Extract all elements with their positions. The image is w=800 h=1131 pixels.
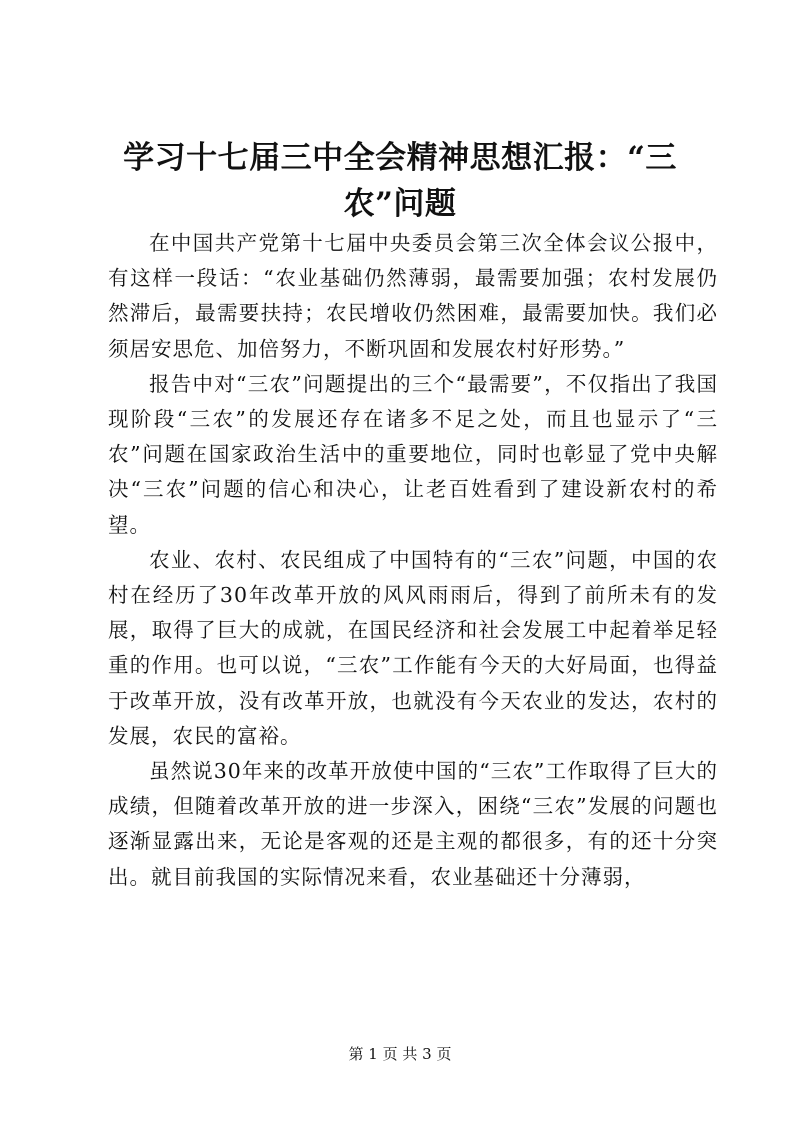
page-footer: 第 1 页 共 3 页 xyxy=(348,1045,452,1063)
paragraph-4: 虽然说30年来的改革开放使中国的“三农”工作取得了巨大的成绩，但随着改革开放的进一步深入，困绕“三农”发展的问题也逐渐显露出来，无论是客观的还是主观的都很多，有的还十分突出。就目前我国的实际情况来看，农业基础还十分薄弱， xyxy=(108,759,718,889)
document-title: 学习十七届三中全会精神思想汇报：“三农”问题 xyxy=(123,140,677,222)
document-body xyxy=(108,226,718,895)
paragraph-3: 农业、农村、农民组成了中国特有的“三农”问题，中国的农村在经历了30年改革开放的风风雨雨后，得到了前所未有的发展，取得了巨大的成就，在国民经济和社会发展工中起着举足轻重的作用。也可以说，“三农”工作能有今天的大好局面，也得益于改革开放，没有改革开放，也就没有今天农业的发达，农村的发展，农民的富裕。 xyxy=(108,547,718,748)
paragraph-2: 报告中对“三农”问题提出的三个“最需要”，不仅指出了我国现阶段“三农”的发展还存在诸多不足之处，而且也显示了“三农”问题在国家政治生活中的重要地位，同时也彰显了党中央解决“三农”问题的信心和决心，让老百姓看到了建设新农村的希望。 xyxy=(108,371,718,537)
paragraph-1: 在中国共产党第十七届中央委员会第三次全体会议公报中，有这样一段话：“农业基础仍然薄弱，最需要加强；农村发展仍然滞后，最需要扶持；农民增收仍然困难，最需要加快。我们必须居安思危、加倍努力，不断巩固和发展农村好形势。” xyxy=(108,231,718,361)
